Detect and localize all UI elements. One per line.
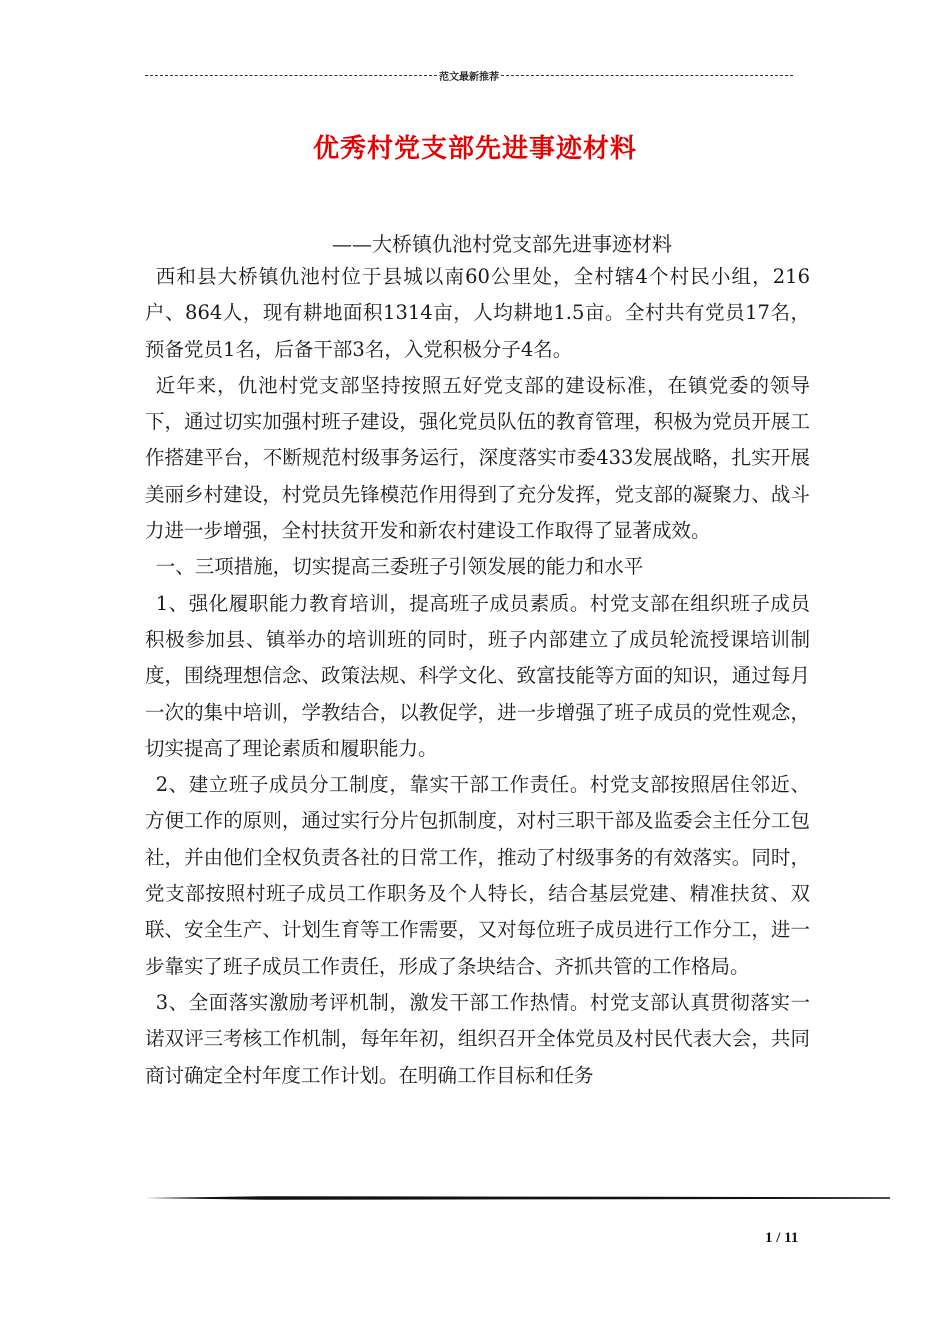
document-title: 优秀村党支部先进事迹材料 [312, 134, 637, 164]
paragraph-intro: 西和县大桥镇仇池村位于县城以南60公里处，全村辖4个村民小组，216户、864人，现有耕地面积1314亩，人均耕地1.5亩。全村共有党员17名，预备党员1名，后备干部3名，入党积极分子4名。 [145, 265, 810, 361]
footer-rule [145, 1195, 890, 1201]
page-number: 1 / 11 [765, 1230, 799, 1246]
paragraph-measure-3: 3、全面落实激励考评机制，激发干部工作热情。村党支部认真贯彻落实一诺双评三考核工作机制，每年年初，组织召开全体党员及村民代表大会，共同商讨确定全村年度工作计划。在明确工作目标和任务 [145, 990, 810, 1087]
paragraph-overview: 近年来，仇池村党支部坚持按照五好党支部的建设标准，在镇党委的领导下，通过切实加强村班子建设，强化党员队伍的教育管理，积极为党员开展工作搭建平台，不断规范村级事务运行，深度落实市委433发展战略，扎实开展美丽乡村建设，村党员先锋模范作用得到了充分发挥，党支部的凝聚力、战斗力进一步增强，全村扶贫开发和新农村建设工作取得了显著成效。 [145, 373, 810, 543]
header-label: 范文最新推荐 [439, 72, 499, 83]
paragraph-measure-2: 2、建立班子成员分工制度，靠实干部工作责任。村党支部按照居住邻近、方便工作的原则，通过实行分片包抓制度，对村三职干部及监委会主任分工包社，并由他们全权负责各社的日常工作，推动了村级事务的有效落实。同时，党支部按照村班子成员工作职务及个人特长，结合基层党建、精准扶贫、双联、安全生产、计划生育等工作需要，又对每位班子成员进行工作分工，进一步靠实了班子成员工作责任，形成了条块结合、齐抓共管的工作格局。 [145, 773, 810, 978]
document-subtitle: ——大桥镇仇池村党支部先进事迹材料 [332, 232, 672, 256]
header-dash-left [145, 75, 437, 76]
document-body [145, 259, 810, 1094]
section-heading-1: 一、三项措施，切实提高三委班子引领发展的能力和水平 [155, 555, 644, 579]
header-dash-right [501, 75, 793, 76]
page-header [145, 68, 793, 83]
paragraph-measure-1: 1、强化履职能力教育培训，提高班子成员素质。村党支部在组织班子成员积极参加县、镇举办的培训班的同时，班子内部建立了成员轮流授课培训制度，围绕理想信念、政策法规、科学文化、致富技能等方面的知识，通过每月一次的集中培训，学教结合，以教促学，进一步增强了班子成员的党性观念，切实提高了理论素质和履职能力。 [145, 591, 810, 760]
